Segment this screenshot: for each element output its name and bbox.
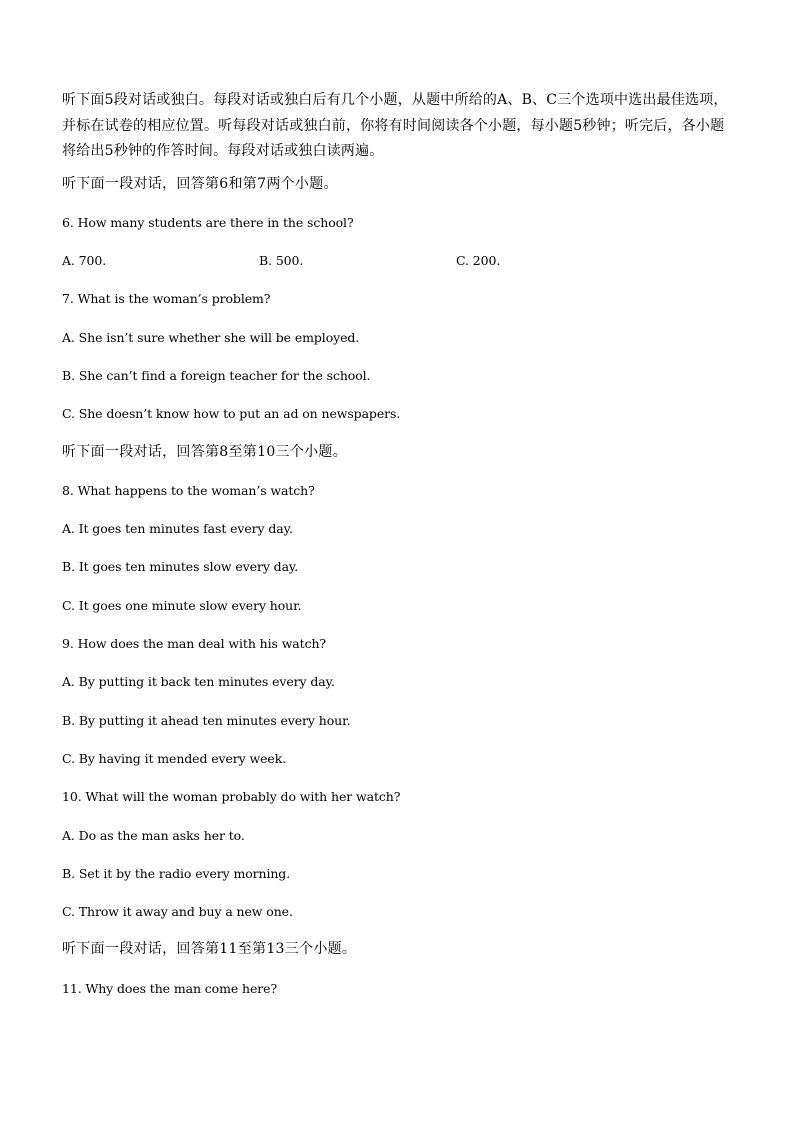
option-c: C. By having it mended every week. bbox=[62, 750, 287, 766]
option-b: B. She can’t find a foreign teacher for the school. bbox=[62, 367, 371, 383]
question-stem: 7. What is the woman’s problem? bbox=[62, 291, 271, 307]
listening-instructions: 听下面5段对话或独白。每段对话或独白后有几个小题，从题中所给的A、B、C三个选项中选出最佳选项，并标在试卷的相应位置。听每段对话或独白前，你将有时间阅读各个小题，每小题5秒钟；听完后，各小题将给出5秒钟的作答时间。每段对话或独白读两遍。 bbox=[62, 92, 728, 159]
option-a: A. She isn’t sure whether she will be employed. bbox=[62, 329, 360, 345]
question-stem: 6. How many students are there in the school? bbox=[62, 214, 354, 230]
option-b: B. Set it by the radio every morning. bbox=[62, 865, 291, 881]
option-a: A. By putting it back ten minutes every day. bbox=[62, 674, 335, 690]
option-a: A. It goes ten minutes fast every day. bbox=[62, 521, 293, 537]
question-stem: 10. What will the woman probably do with her watch? bbox=[62, 789, 401, 805]
section-prompt: 听下面一段对话，回答第11至第13三个小题。 bbox=[62, 941, 357, 958]
option-b: B. It goes ten minutes slow every day. bbox=[62, 559, 299, 575]
exam-page bbox=[62, 88, 734, 1017]
option-c: C. 200. bbox=[456, 253, 501, 269]
option-c: C. She doesn’t know how to put an ad on newspapers. bbox=[62, 406, 401, 422]
option-b: B. By putting it ahead ten minutes every hour. bbox=[62, 712, 351, 728]
question-stem: 11. Why does the man come here? bbox=[62, 980, 278, 996]
options-row bbox=[62, 251, 734, 270]
section-prompt: 听下面一段对话，回答第6和第7两个小题。 bbox=[62, 175, 338, 192]
question-stem: 8. What happens to the woman’s watch? bbox=[62, 482, 315, 498]
option-c: C. Throw it away and buy a new one. bbox=[62, 904, 293, 920]
option-b: B. 500. bbox=[259, 253, 304, 269]
section-prompt: 听下面一段对话，回答第8至第10三个小题。 bbox=[62, 443, 348, 460]
option-a: A. Do as the man asks her to. bbox=[62, 827, 245, 843]
question-stem: 9. How does the man deal with his watch? bbox=[62, 636, 327, 652]
option-c: C. It goes one minute slow every hour. bbox=[62, 597, 302, 613]
option-a: A. 700. bbox=[62, 253, 107, 269]
